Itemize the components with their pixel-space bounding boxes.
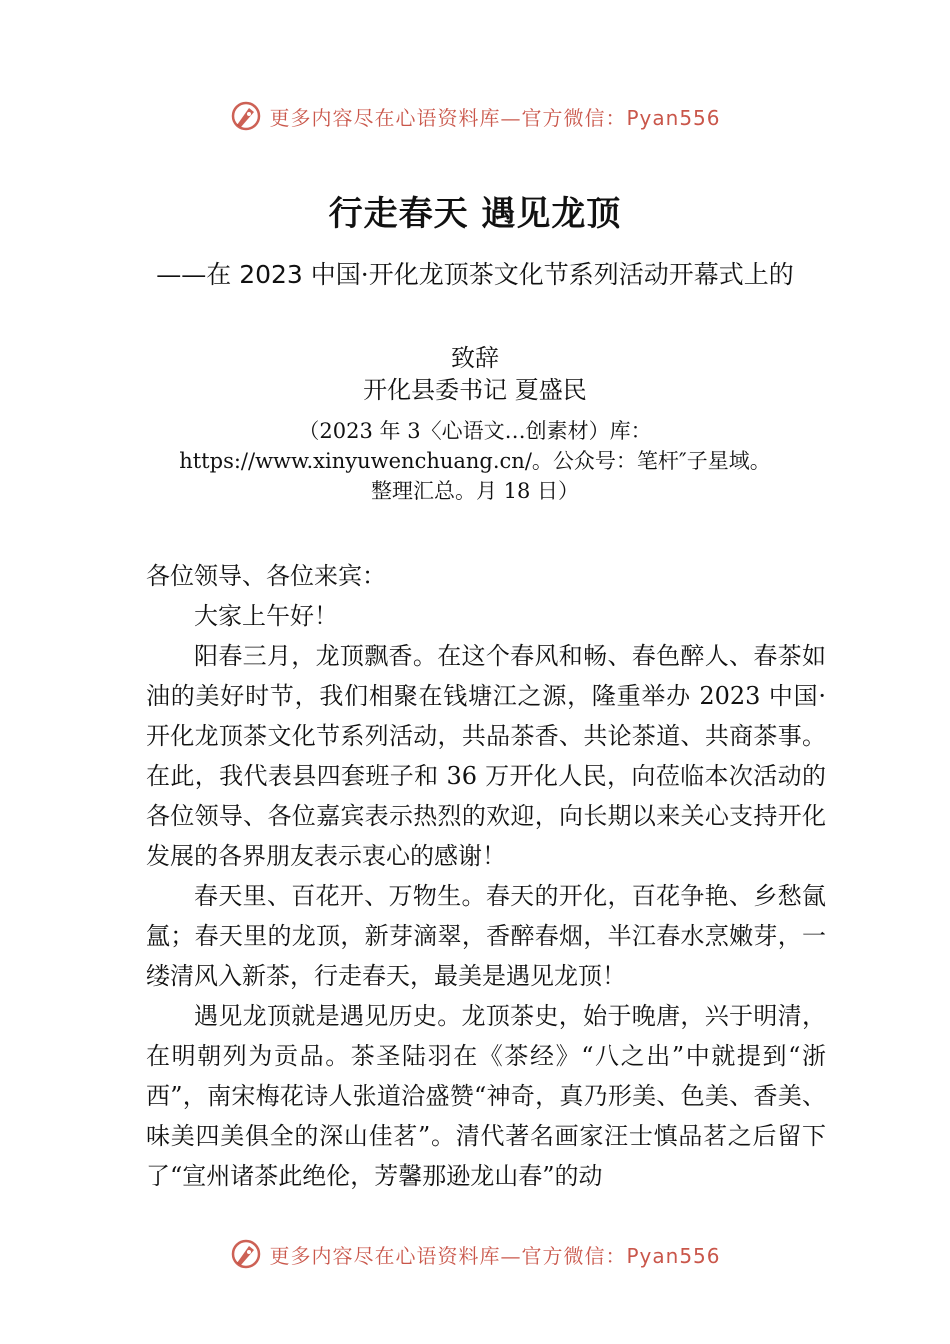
pen-nib-logo-icon xyxy=(229,99,263,133)
salutation: 各位领导、各位来宾： xyxy=(146,562,386,590)
footer-watermark xyxy=(0,1234,950,1274)
date-note xyxy=(120,416,830,506)
watermark-text: 更多内容尽在心语资料库—官方微信：Pyan556 xyxy=(269,105,721,130)
watermark-text: 更多内容尽在心语资料库—官方微信：Pyan556 xyxy=(269,1243,721,1268)
paragraph: 春天里、百花开、万物生。春天的开化，百花争艳、乡愁氤氲；春天里的龙顶，新芽滴翠，香醉春烟，半江春水烹嫩芽，一缕清风入新茶，行走春天，最美是遇见龙顶！ xyxy=(146,882,826,990)
paragraph: 阳春三月，龙顶飘香。在这个春风和畅、春色醉人、春茶如油的美好时节，我们相聚在钱塘江之源，隆重举办 2023 中国·开化龙顶茶文化节系列活动，共品茶香、共论茶道、共商茶事。在此，我代表县四套班子和 36 万开化人民，向莅临本次活动的各位领导、各位嘉宾表示热烈的欢迎，向长期以来关心支持开化发展的各界朋友表示衷心的感谢！ xyxy=(146,642,826,870)
speech-author: 开化县委书记 夏盛民 xyxy=(363,376,587,404)
watermark-wechat-id: Pyan556 xyxy=(626,105,721,130)
header-watermark xyxy=(0,96,950,136)
paragraph: 大家上午好！ xyxy=(194,602,338,630)
paragraph: 遇见龙顶就是遇见历史。龙顶茶史，始于晚唐，兴于明清，在明朝列为贡品。茶圣陆羽在《茶经》“八之出”中就提到“浙西”，南宋梅花诗人张道洽盛赞“神奇，真乃形美、色美、香美、味美四美俱全的深山佳茗”。清代著名画家汪士慎品茗之后留下了“宣州诸茶此绝伦，芳馨那逊龙山春”的动 xyxy=(146,1002,826,1190)
pen-nib-logo-icon xyxy=(229,1237,263,1271)
document-title: 行走春天 遇见龙顶 xyxy=(328,194,622,234)
date-note-line: 整理汇总。月 18 日） xyxy=(370,479,580,503)
date-note-line: （2023 年 3〈心语文…创素材）库： xyxy=(298,419,652,443)
document-subtitle: ——在 2023 中国·开化龙顶茶文化节系列活动开幕式上的 xyxy=(156,260,794,289)
speech-label: 致辞 xyxy=(451,344,499,372)
speech-body xyxy=(146,556,826,1196)
date-note-line: https://www.xinyuwenchuang.cn/。公众号：笔杆″子星域。 xyxy=(179,449,771,473)
watermark-wechat-id: Pyan556 xyxy=(626,1243,721,1268)
